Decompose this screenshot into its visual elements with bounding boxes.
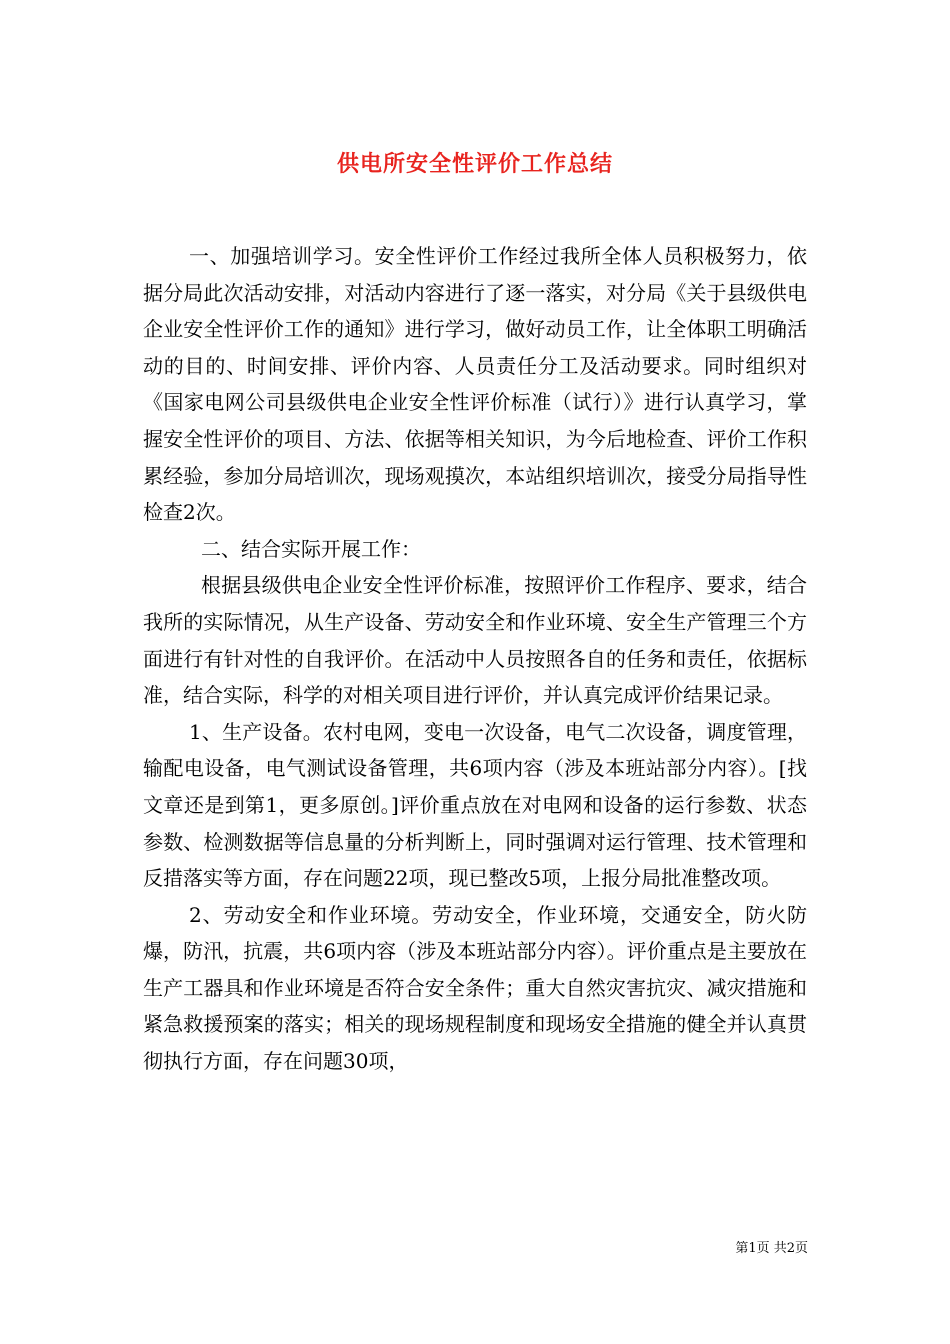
document-body [143, 238, 807, 1080]
paragraph-labor-safety: 2、劳动安全和作业环境。劳动安全，作业环境，交通安全，防火防爆，防汛，抗震，共6项内容（涉及本班站部分内容）。评价重点是主要放在生产工器具和作业环境是否符合安全条件；重大自然灾害抗灾、减灾措施和紧急救援预案的落实；相关的现场规程制度和现场安全措施的健全并认真贯彻执行方面，存在问题30项， [143, 902, 807, 1074]
paragraph-production-equipment: 1、生产设备。农村电网，变电一次设备，电气二次设备，调度管理，输配电设备，电气测试设备管理，共6项内容（涉及本班站部分内容）。[找文章还是到第1，更多原创。]评价重点放在对电网和设备的运行参数、状态参数、检测数据等信息量的分析判断上，同时强调对运行管理、技术管理和反措落实等方面，存在问题22项，现已整改5项，上报分局批准整改项。 [143, 719, 807, 891]
paragraph-evaluation-basis: 根据县级供电企业安全性评价标准，按照评价工作程序、要求，结合我所的实际情况，从生产设备、劳动安全和作业环境、安全生产管理三个方面进行有针对性的自我评价。在活动中人员按照各自的任务和责任，依据标准，结合实际，科学的对相关项目进行评价，并认真完成评价结果记录。 [143, 573, 807, 708]
paragraph-section-heading: 二、结合实际开展工作： [201, 536, 421, 561]
paragraph-training: 一、加强培训学习。安全性评价工作经过我所全体人员积极努力，依据分局此次活动安排，对活动内容进行了逐一落实，对分局《关于县级供电企业安全性评价工作的通知》进行学习，做好动员工作，让全体职工明确活动的目的、时间安排、评价内容、人员责任分工及活动要求。同时组织对《国家电网公司县级供电企业安全性评价标准（试行）》进行认真学习，掌握安全性评价的项目、方法、依据等相关知识，为今后地检查、评价工作积累经验，参加分局培训次，现场观摸次，本站组织培训次，接受分局指导性检查2次。 [143, 244, 807, 525]
page-number: 第1页 共2页 [735, 1241, 808, 1256]
page-title: 供电所安全性评价工作总结 [336, 150, 613, 177]
